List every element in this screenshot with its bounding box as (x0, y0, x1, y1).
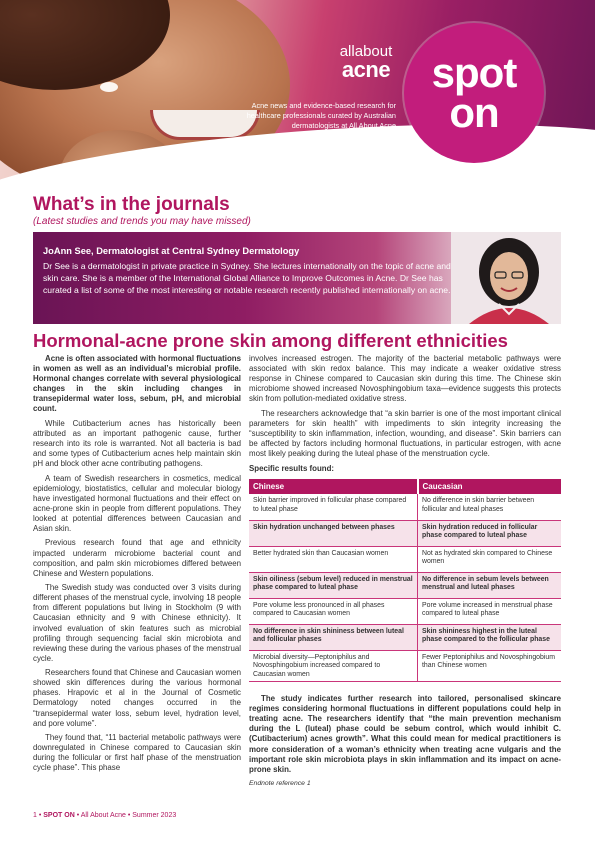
article-left-column (33, 354, 241, 778)
right-para-1: involves increased estrogen. The majority of the bacterial metabolic pathways were associated with skin redox balance. This may indicate a weaker oxidative stress response in Chinese compared to Caucasian skin during this time. The Chinese skin microbiome showed increased Novosphingobium taxa—evidence suggests this protects skin from pollution-mediated oxidative stress. (249, 354, 561, 404)
author-name: JoAnn See, Dermatologist at Central Sydney Dermatology (43, 246, 300, 256)
article-right-column (249, 354, 561, 789)
left-para-2: While Cutibacterium acnes has historically been attributed as an important pathogenic cause, further research into its role is warranted. Not all bacteria is bad and some types of Cutibacterium acnes help maintain skin pH and block other acne contributing pathogens. (33, 418, 241, 469)
table-cell: Skin hydration reduced in follicular phase compared to luteal phase (418, 520, 561, 546)
author-box (33, 232, 561, 324)
all-about-acne-logo (322, 44, 410, 81)
cream-dab (100, 82, 118, 92)
table-row (249, 546, 561, 572)
table-cell: Skin shininess highest in the luteal phase compared to the follicular phase (418, 624, 561, 650)
table-cell: Fewer Peptoniphilus and Novosphingobium than Chinese women (418, 650, 561, 681)
page-footer (33, 812, 176, 819)
header-tagline: Acne news and evidence-based research for healthcare professionals curated by Australian dermatologists at All About Acne (246, 101, 396, 130)
table-cell: Skin oiliness (sebum level) reduced in menstrual phase compared to luteal phase (249, 572, 418, 598)
journals-title: What’s in the journals (33, 194, 230, 215)
article-title: Hormonal-acne prone skin among different ethnicities (33, 330, 508, 351)
table-row (249, 598, 561, 624)
results-table (249, 479, 561, 682)
table-cell: Pore volume less pronounced in all phases compared to Caucasian women (249, 598, 418, 624)
endnote-reference: Endnote reference 1 (249, 780, 311, 788)
table-cell: Better hydrated skin than Caucasian women (249, 546, 418, 572)
footer-separator: • (76, 812, 80, 819)
spot-on-line2: on (449, 89, 499, 136)
table-row (249, 650, 561, 681)
brand-line1: allabout (339, 43, 393, 60)
table-cell: Not as hydrated skin compared to Chinese women (418, 546, 561, 572)
footer-separator: • (38, 812, 42, 819)
left-para-5: The Swedish study was conducted over 3 visits during different phases of the menstrual cycle, involving 18 people from different populations but living in Stockholm (9 with Caucasian ethnicity and 9 with Chinese ethnicity). It involved evaluation of skin features such as microbial profiling through sequencing facial skin microbiota and reviewing these during the various phases of the menstrual cycle. (33, 583, 241, 663)
left-para-4: Previous research found that age and ethnicity impacted underarm microbiome bacterial count and composition, and palm skin microbiomes differed between Chinese and Western populations. (33, 538, 241, 578)
table-header-caucasian: Caucasian (418, 479, 561, 494)
left-para-3: A team of Swedish researchers in cosmetics, medical epidemiology, biostatistics, cellular and molecular biology have investigated hormonal fluctuations and their effect on acne-prone skin in people from different populations. They looked at potential differences between Caucasian and Asian skin. (33, 473, 241, 534)
right-para-2: The researchers acknowledge that “a skin barrier is one of the most important clinical parameters for skin health” with impediments to skin integrity increasing the “susceptibility to skin inflammation, infection, wounding, and disease”. Skin barriers can be affected by factors including hormonal fluctuations, in particular estrogen, with acne most likely peaking during the luteal phase of the menstruation cycle. (249, 408, 561, 459)
table-row (249, 572, 561, 598)
table-row (249, 494, 561, 520)
table-cell: Skin barrier improved in follicular phase compared to luteal phase (249, 494, 418, 520)
brand-line2: acne (341, 57, 391, 82)
header-issue: Summer 2023 (347, 132, 396, 141)
journals-subtitle: (Latest studies and trends you may have missed) (33, 216, 251, 227)
table-cell: No difference in skin shininess between luteal and follicular phases (249, 624, 418, 650)
table-cell: Skin hydration unchanged between phases (249, 520, 418, 546)
table-row (249, 520, 561, 546)
left-para-1: Acne is often associated with hormonal fluctuations in women as well as an individual’s microbial profile. Hormonal changes correlate with several physiological changes in the skin including changes in transepidermal water loss, sebum, pH, and microbial count. (33, 354, 241, 414)
spot-on-line1: spot (431, 49, 517, 96)
spot-on-logo (404, 23, 544, 163)
table-row (249, 624, 561, 650)
footer-publisher: All About Acne (80, 812, 126, 819)
table-header-chinese: Chinese (249, 479, 418, 494)
header-banner (0, 0, 595, 188)
footer-page-number: 1 (33, 812, 37, 819)
footer-separator: • (127, 812, 131, 819)
footer-issue: Summer 2023 (132, 812, 177, 819)
table-cell: No difference in skin barrier between follicular and luteal phases (418, 494, 561, 520)
left-para-7: They found that, “11 bacterial metabolic pathways were downregulated in Chinese compared to Caucasian skin during the follicular or first half phase of the menstruation cycle phase”. This phase (33, 733, 241, 773)
table-cell: No difference in sebum levels between menstrual and luteal phases (418, 572, 561, 598)
conclusion-paragraph: The study indicates further research into tailored, personalised skincare regimes considering hormonal fluctuations in different populations could help in treating acne. The researchers identify that “the main prevention mechanism during the L (luteal) phase could be sebum control, which would inhibit C. (Cutibacterium) acnes growth”. What this could mean for medical practitioners is more consideration of a woman’s ethnicity when treating acne vulgaris and the important role skin microbiota plays in skin inflammation and its impact on acne-prone skin. (249, 694, 561, 774)
author-portrait (451, 232, 561, 324)
author-bio: Dr See is a dermatologist in private practice in Sydney. She lectures internationally on the topic of acne and skin care. She is a member of the International Global Alliance to Improve Outcomes in Acne. Dr See has curated a list of some of the most interesting or notable research recently published internationally on acne. (43, 261, 451, 296)
left-para-6: Researchers found that Chinese and Caucasian women showed skin differences during the various hormonal phases. Hrapovic et al in the Journal of Cosmetic Dermatology noted changes occurred in the “transepidermal water loss, sebum level, hydration level, and pore volume”. (33, 668, 241, 728)
table-cell: Microbial diversity—Peptoniphilus and Novosphingobium increased compared to Caucasian women (249, 650, 418, 681)
results-label: Specific results found: (249, 464, 335, 474)
table-cell: Pore volume increased in menstrual phase compared to luteal phase (418, 598, 561, 624)
footer-brand: SPOT ON (43, 812, 75, 819)
